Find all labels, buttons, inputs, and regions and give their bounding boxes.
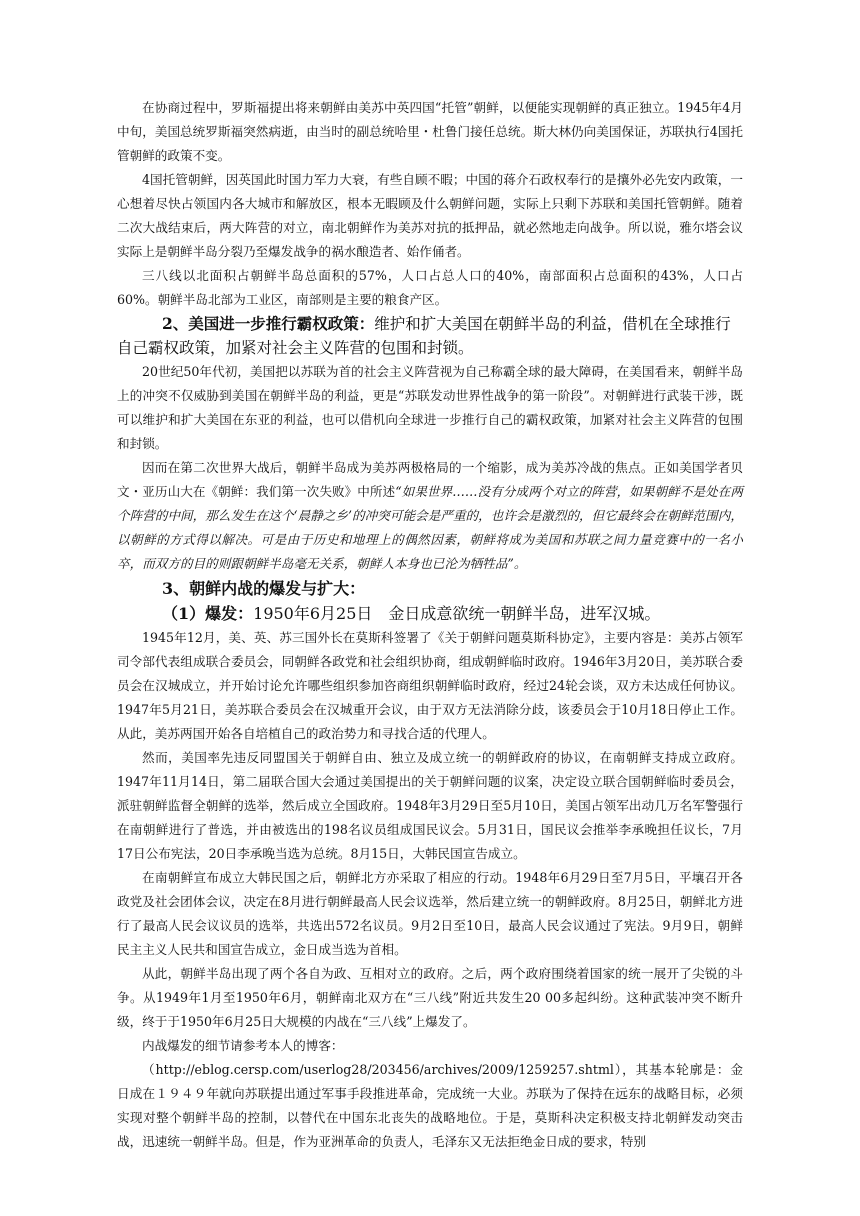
paragraph: 1945年12月，美、英、苏三国外长在莫斯科签署了《关于朝鲜问题莫斯科协定》，主要内容是：美苏占领军司令部代表组成联合委员会，同朝鲜各政党和社会组织协商，组成朝鲜临时政府。1946年3月20日，美苏联合委员会在汉城成立，并开始讨论允许哪些组织参加咨商组织朝鲜临时政府，经过24轮会谈，双方未达成任何协议。1947年5月21日，美苏联合委员会在汉城重开会议，由于双方无法消除分歧，该委员会于10月18日停止工作。从此，美苏两国开始各自培植自己的政治势力和寻找合适的代理人。 <box>117 630 743 741</box>
subsection-label: （1）爆发： <box>162 604 254 623</box>
paragraph: 在南朝鲜宣布成立大韩民国之后，朝鲜北方亦采取了相应的行动。1948年6月29日至7月5日，平壤召开各政党及社会团体会议，决定在8月进行朝鲜最高人民会议选举，然后建立统一的朝鲜政府。8月25日，朝鲜北方进行了最高人民会议议员的选举，共选出572名议员。9月2日至10日，最高人民会议通过了宪法。9月9日，朝鲜民主主义人民共和国宣告成立，金日成当选为首相。 <box>117 870 743 957</box>
paragraph: （http://eblog.cersp.com/userlog28/203456/archives/2009/1259257.shtml），其基本轮廓是：金日成在１９４９年就向苏联提出通过军事手段推进革命，完成统一大业。苏联为了保持在远东的战略目标，必须实现对整个朝鲜半岛的控制，以替代在中国东北丧失的战略地位。于是，莫斯科决定积极支持北朝鲜发动突击战，迅速统一朝鲜半岛。但是，作为亚洲革命的负责人，毛泽东又无法拒绝金日成的要求，特别 <box>117 1062 743 1149</box>
section-heading: 3、朝鲜内战的爆发与扩大： <box>162 579 366 598</box>
subsection-heading <box>117 602 743 626</box>
paragraph: 然而，美国率先违反同盟国关于朝鲜自由、独立及成立统一的朝鲜政府的协议，在南朝鲜支持成立政府。1947年11月14日，第二届联合国大会通过美国提出的关于朝鲜问题的议案，决定设立联合国朝鲜临时委员会，派驻朝鲜监督全朝鲜的选举，然后成立全国政府。1948年3月29日至5月10日，美国占领军出动几万名军警强行在南朝鲜进行了普选，并由被选出的198名议员组成国民议会。5月31日，国民议会推举李承晚担任议长，7月17日公布宪法，20日李承晚当选为总统。8月15日，大韩民国宣告成立。 <box>117 750 743 861</box>
paragraph: 三八线以北面积占朝鲜半岛总面积的57%，人口占总人口的40%，南部面积占总面积的43%，人口占60%。朝鲜半岛北部为工业区，南部则是主要的粮食产区。 <box>117 268 743 307</box>
section-heading <box>117 312 743 360</box>
paragraph: 从此，朝鲜半岛出现了两个各自为政、互相对立的政府。之后，两个政府围绕着国家的统一展开了尖锐的斗争。从1949年1月至1950年6月，朝鲜南北双方在“三八线”附近共发生20 00多起纠纷。这种武装冲突不断升级，终于于1950年6月25日大规模的内战在“三八线”上爆发了。 <box>117 966 743 1029</box>
paragraph: 20世纪50年代初，美国把以苏联为首的社会主义阵营视为自己称霸全球的最大障碍，在美国看来，朝鲜半岛上的冲突不仅威胁到美国在朝鲜半岛的利益，更是“苏联发动世界性战争的第一阶段”。对朝鲜进行武装干涉，既可以维护和扩大美国在东亚的利益，也可以借机向全球进一步推行自己的霸权政策，加紧对社会主义阵营的包围和封锁。 <box>117 364 743 451</box>
document-page <box>117 96 743 1154</box>
quotation: “如果世界……没有分成两个对立的阵营，如果朝鲜不是处在两个阵营的中间，那么发生在这个‘晨静之乡’的冲突可能会是严重的，也许会是激烈的，但它最终会在朝鲜范围内，以朝鲜的方式得以解决。可是由于历史和地理上的偶然因素，朝鲜将成为美国和苏联之间力量竞赛中的一名小卒，而双方的目的则跟朝鲜半岛毫无关系，朝鲜人本身也已沦为牺牲品”。 <box>117 484 743 571</box>
paragraph-text: 因而在第二次世界大战后，朝鲜半岛成为美苏两极格局的一个缩影，成为美苏冷战的焦点。正如美国学者贝文・亚历山大在《朝鲜：我们第一次失败》中所述 <box>117 460 743 499</box>
paragraph: 4国托管朝鲜，因英国此时国力军力大衰，有些自顾不暇；中国的蒋介石政权奉行的是攘外必先安内政策，一心想着尽快占领国内各大城市和解放区，根本无暇顾及什么朝鲜问题，实际上只剩下苏联和美国托管朝鲜。随着二次大战结束后，两大阵营的对立，南北朝鲜作为美苏对抗的抵押品，就必然地走向战争。所以说，雅尔塔会议实际上是朝鲜半岛分裂乃至爆发战争的祸水酿造者、始作俑者。 <box>117 172 743 259</box>
paragraph <box>117 456 743 576</box>
subsection-text: 1950年6月25日 金日成意欲统一朝鲜半岛，进军汉城。 <box>253 604 661 623</box>
section-heading-text: 维护和扩大美国在朝鲜半岛的利益，借机在全球推行自己霸权政策，加紧对社会主义阵营的包围和封锁。 <box>117 315 731 357</box>
section-heading-label: 2、美国进一步推行霸权政策： <box>162 314 375 333</box>
paragraph: 内战爆发的细节请参考本人的博客： <box>142 1038 344 1053</box>
paragraph: 在协商过程中，罗斯福提出将来朝鲜由美苏中英四国“托管”朝鲜，以便能实现朝鲜的真正独立。1945年4月中旬，美国总统罗斯福突然病逝，由当时的副总统哈里・杜鲁门接任总统。斯大林仍向美国保证，苏联执行4国托管朝鲜的政策不变。 <box>117 100 743 163</box>
